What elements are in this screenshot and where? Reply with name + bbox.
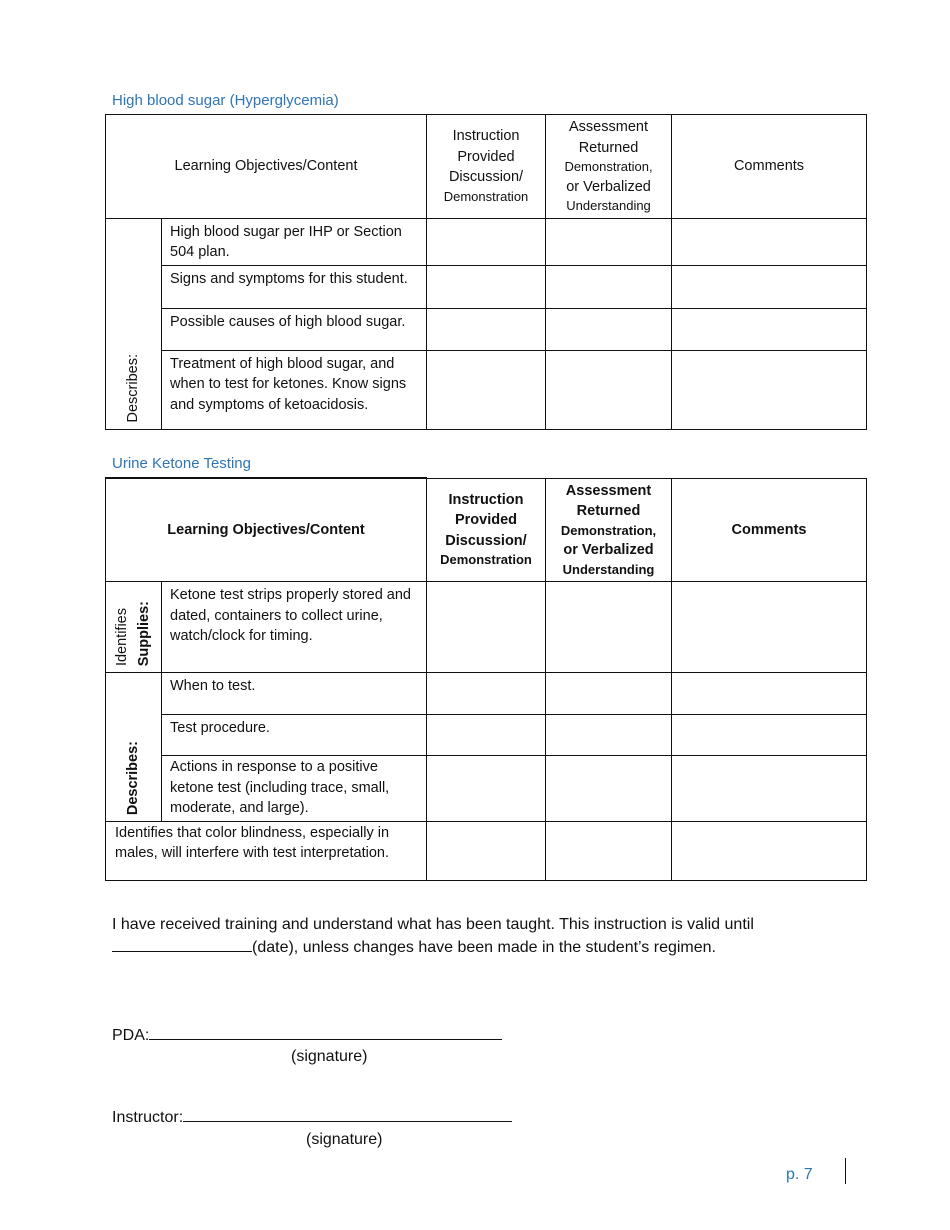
header-instruction: Instruction Provided Discussion/ Demonstration [427, 115, 546, 219]
objective-cell: Test procedure. [162, 715, 427, 756]
instruction-input-cell[interactable] [427, 265, 546, 308]
table-row [106, 308, 867, 350]
header-assessment: Assessment Returned Demonstration, or Verbalized Understanding [546, 478, 672, 582]
comments-input-cell[interactable] [672, 308, 867, 350]
assessment-input-cell[interactable] [546, 821, 672, 880]
comments-input-cell[interactable] [672, 582, 867, 673]
page-number-divider [845, 1158, 846, 1184]
table-row [106, 715, 867, 756]
header-assessment: Assessment Returned Demonstration, or Verbalized Understanding [546, 115, 672, 219]
side-label-describes: Describes: [106, 218, 162, 429]
instructor-signature-caption: (signature) [306, 1131, 383, 1148]
table-row [106, 350, 867, 429]
assessment-input-cell[interactable] [546, 265, 672, 308]
attestation-line1: I have received training and understand what has been taught. This instruction is valid until [112, 916, 754, 933]
instruction-input-cell[interactable] [427, 821, 546, 880]
comments-input-cell[interactable] [672, 673, 867, 715]
table-row [106, 821, 867, 880]
instruction-input-cell[interactable] [427, 582, 546, 673]
assessment-input-cell[interactable] [546, 308, 672, 350]
comments-input-cell[interactable] [672, 218, 867, 265]
assessment-input-cell[interactable] [546, 350, 672, 429]
instruction-input-cell[interactable] [427, 756, 546, 822]
comments-input-cell[interactable] [672, 715, 867, 756]
header-instruction: Instruction Provided Discussion/ Demonstration [427, 478, 546, 582]
header-objectives: Learning Objectives/Content [106, 115, 427, 219]
instruction-input-cell[interactable] [427, 715, 546, 756]
page-number: p. 7 [786, 1166, 813, 1183]
objective-cell: Possible causes of high blood sugar. [162, 308, 427, 350]
comments-input-cell[interactable] [672, 265, 867, 308]
side-label-identifies-supplies: Identifies Supplies: [106, 582, 162, 673]
comments-input-cell[interactable] [672, 821, 867, 880]
table-row [106, 265, 867, 308]
objective-cell: Signs and symptoms for this student. [162, 265, 427, 308]
pda-label: PDA: [112, 1027, 150, 1044]
instruction-input-cell[interactable] [427, 308, 546, 350]
section-heading-hyperglycemia: High blood sugar (Hyperglycemia) [112, 92, 339, 109]
objective-cell: When to test. [162, 673, 427, 715]
objective-cell: Actions in response to a positive ketone test (including trace, small, moderate, and large). [162, 756, 427, 822]
pda-signature-caption: (signature) [291, 1048, 368, 1065]
table-row [106, 673, 867, 715]
table-header-row [106, 478, 867, 582]
objective-cell-color-blindness: Identifies that color blindness, especially in males, will interfere with test interpretation. [106, 821, 427, 880]
header-comments: Comments [672, 115, 867, 219]
instructor-label: Instructor: [112, 1109, 184, 1126]
objective-cell: Treatment of high blood sugar, and when to test for ketones. Know signs and symptoms of ketoacidosis. [162, 350, 427, 429]
table-row [106, 756, 867, 822]
section-heading-urine-ketone: Urine Ketone Testing [112, 455, 251, 472]
instructor-signature-line [112, 1104, 512, 1127]
attestation-line2: (date), unless changes have been made in the student’s regimen. [112, 936, 832, 959]
table-row [106, 218, 867, 265]
table-row [106, 582, 867, 673]
header-comments: Comments [672, 478, 867, 582]
instructor-signature-field[interactable] [183, 1104, 512, 1122]
attestation-paragraph [112, 913, 832, 959]
assessment-input-cell[interactable] [546, 756, 672, 822]
comments-input-cell[interactable] [672, 756, 867, 822]
header-objectives: Learning Objectives/Content [106, 478, 427, 582]
assessment-input-cell[interactable] [546, 673, 672, 715]
table-header-row [106, 115, 867, 219]
objective-cell: Ketone test strips properly stored and dated, containers to collect urine, watch/clock for timing. [162, 582, 427, 673]
pda-signature-field[interactable] [149, 1022, 502, 1040]
date-blank-line[interactable] [112, 937, 252, 952]
instruction-input-cell[interactable] [427, 350, 546, 429]
assessment-input-cell[interactable] [546, 582, 672, 673]
assessment-input-cell[interactable] [546, 715, 672, 756]
objective-cell: High blood sugar per IHP or Section 504 plan. [162, 218, 427, 265]
side-label-describes: Describes: [106, 673, 162, 822]
instruction-input-cell[interactable] [427, 218, 546, 265]
hyperglycemia-table [105, 114, 867, 430]
assessment-input-cell[interactable] [546, 218, 672, 265]
comments-input-cell[interactable] [672, 350, 867, 429]
pda-signature-line [112, 1022, 502, 1045]
ketone-table [105, 477, 867, 881]
instruction-input-cell[interactable] [427, 673, 546, 715]
